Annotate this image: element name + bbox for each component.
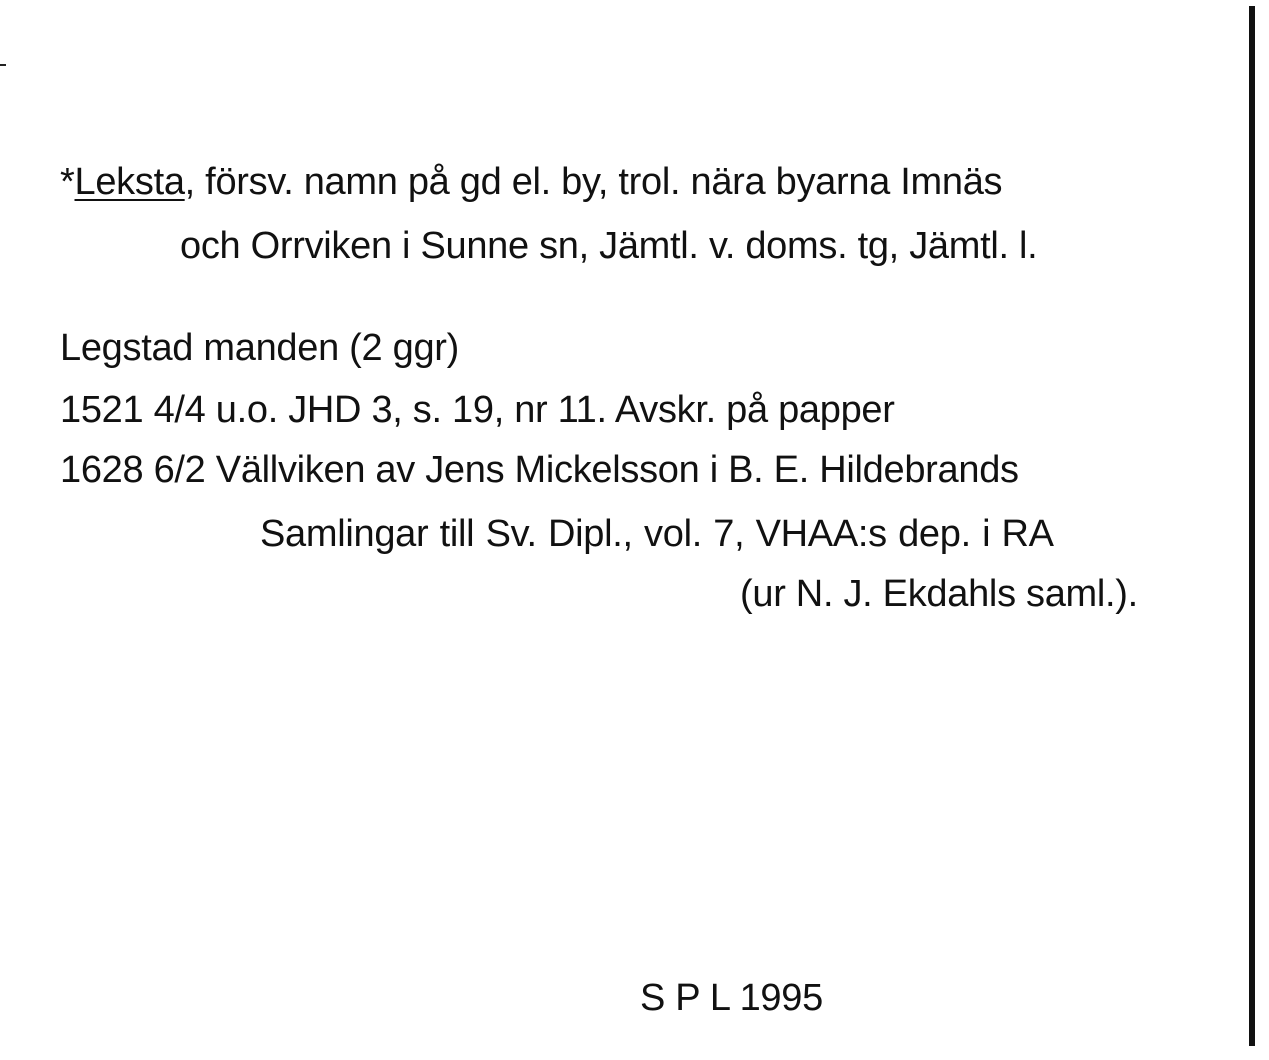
card-edge-line xyxy=(1249,6,1255,1046)
entry-star: * xyxy=(60,161,75,203)
entry-line-2: och Orrviken i Sunne sn, Jämtl. v. doms. tg, Jämtl. l. xyxy=(180,225,1038,267)
entry-headword: Leksta xyxy=(74,161,185,203)
source-line-3: Samlingar till Sv. Dipl., vol. 7, VHAA:s dep. i RA xyxy=(260,513,1054,555)
source-line-4: (ur N. J. Ekdahls saml.). xyxy=(740,573,1138,615)
entry-description: , försv. namn på gd el. by, trol. nära byarna Imnäs xyxy=(184,161,1003,203)
attested-form: Legstad manden (2 ggr) xyxy=(60,327,459,369)
source-line-1: 1521 4/4 u.o. JHD 3, s. 19, nr 11. Avskr. på papper xyxy=(60,389,895,431)
scan-speck xyxy=(0,64,6,66)
entry-line-1 xyxy=(60,160,1002,204)
card-footer-signature: S P L 1995 xyxy=(640,977,823,1019)
source-line-2: 1628 6/2 Vällviken av Jens Mickelsson i B. E. Hildebrands xyxy=(60,449,1019,491)
